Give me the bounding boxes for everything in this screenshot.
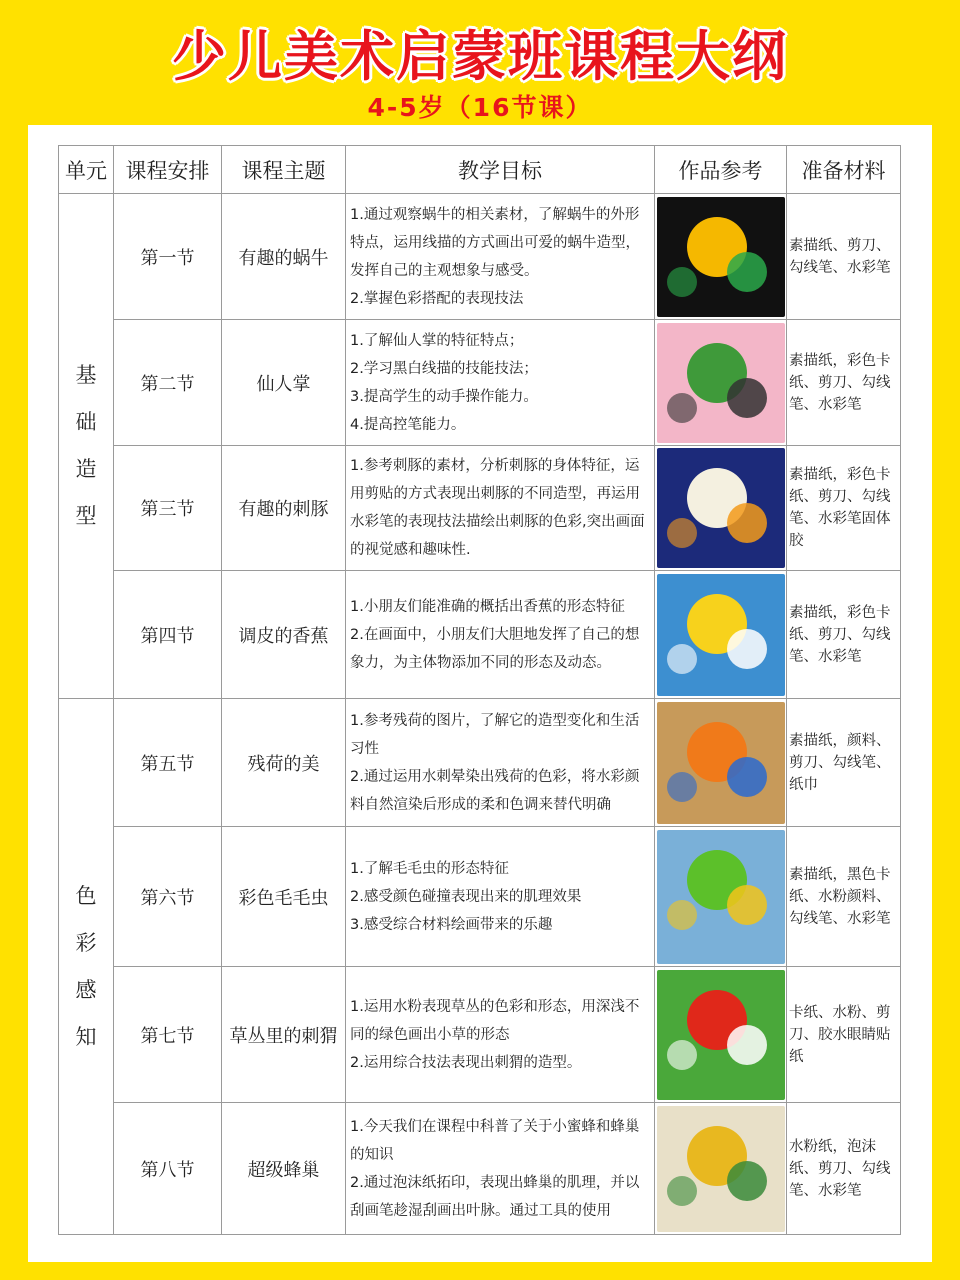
materials-cell: 素描纸，颜料、剪刀、勾线笔、纸巾 [787,699,901,827]
session-cell: 第六节 [114,827,222,967]
unit-cell [59,699,114,1235]
table-row [59,571,901,699]
objective-cell: 1.运用水粉表现草丛的色彩和形态，用深浅不同的绿色画出小草的形态 2.运用综合技法表现出刺猬的造型。 [346,967,655,1103]
artwork-cell [655,1103,787,1235]
objective-cell: 1.参考刺豚的素材，分析刺豚的身体特征，运用剪贴的方式表现出刺豚的不同造型，再运用水彩笔的表现技法描绘出刺豚的色彩,突出画面的视觉感和趣味性. [346,446,655,571]
header-materials: 准备材料 [787,146,901,194]
artwork-image [657,702,785,824]
materials-cell: 素描纸，黑色卡纸、水粉颜料、勾线笔、水彩笔 [787,827,901,967]
topic-cell: 仙人掌 [222,320,346,446]
table-row [59,446,901,571]
session-cell: 第三节 [114,446,222,571]
artwork-cell [655,967,787,1103]
poster-title: 少儿美术启蒙班课程大纲 [172,25,788,88]
session-cell: 第八节 [114,1103,222,1235]
topic-cell: 有趣的刺豚 [222,446,346,571]
objective-cell: 1.小朋友们能准确的概括出香蕉的形态特征 2.在画面中，小朋友们大胆地发挥了自己的想象力，为主体物添加不同的形态及动态。 [346,571,655,699]
materials-cell: 卡纸、水粉、剪刀、胶水眼睛贴纸 [787,967,901,1103]
table-row [59,827,901,967]
objective-cell: 1.了解毛毛虫的形态特征 2.感受颜色碰撞表现出来的肌理效果 3.感受综合材料绘画带来的乐趣 [346,827,655,967]
unit-label: 色彩感知 [75,883,97,1049]
materials-cell: 水粉纸，泡沫纸、剪刀、勾线笔、水彩笔 [787,1103,901,1235]
table-header-row [59,146,901,194]
table-row [59,320,901,446]
materials-cell: 素描纸，彩色卡纸、剪刀、勾线笔、水彩笔固体胶 [787,446,901,571]
artwork-image [657,197,785,317]
header-session: 课程安排 [114,146,222,194]
unit-label: 基础造型 [75,363,97,528]
topic-cell: 草丛里的刺猬 [222,967,346,1103]
topic-cell: 残荷的美 [222,699,346,827]
materials-cell: 素描纸、剪刀、勾线笔、水彩笔 [787,194,901,320]
artwork-cell [655,827,787,967]
topic-cell: 超级蜂巢 [222,1103,346,1235]
session-cell: 第二节 [114,320,222,446]
artwork-cell [655,446,787,571]
poster-subtitle: 4-5岁（16节课） [367,93,593,122]
topic-cell: 有趣的蜗牛 [222,194,346,320]
materials-cell: 素描纸，彩色卡纸、剪刀、勾线笔、水彩笔 [787,320,901,446]
artwork-image [657,1106,785,1232]
header-unit: 单元 [59,146,114,194]
artwork-image [657,574,785,696]
topic-cell: 彩色毛毛虫 [222,827,346,967]
artwork-cell [655,320,787,446]
objective-cell: 1.今天我们在课程中科普了关于小蜜蜂和蜂巢的知识 2.通过泡沫纸拓印，表现出蜂巢的肌理，并以刮画笔趁湿刮画出叶脉。通过工具的使用 [346,1103,655,1235]
session-cell: 第一节 [114,194,222,320]
artwork-cell [655,571,787,699]
table-row [59,967,901,1103]
curriculum-table [58,145,901,1235]
artwork-cell [655,699,787,827]
header-objective: 教学目标 [346,146,655,194]
objective-cell: 1.了解仙人掌的特征特点； 2.学习黑白线描的技能技法； 3.提高学生的动手操作能力。 4.提高控笔能力。 [346,320,655,446]
artwork-image [657,830,785,964]
table-row [59,194,901,320]
header-artwork: 作品参考 [655,146,787,194]
session-cell: 第七节 [114,967,222,1103]
session-cell: 第四节 [114,571,222,699]
artwork-cell [655,194,787,320]
artwork-image [657,323,785,443]
header-topic: 课程主题 [222,146,346,194]
objective-cell: 1.通过观察蜗牛的相关素材，了解蜗牛的外形特点，运用线描的方式画出可爱的蜗牛造型，发挥自己的主观想象与感受。 2.掌握色彩搭配的表现技法 [346,194,655,320]
session-cell: 第五节 [114,699,222,827]
materials-cell: 素描纸，彩色卡纸、剪刀、勾线笔、水彩笔 [787,571,901,699]
artwork-image [657,970,785,1100]
table-row [59,699,901,827]
table-row [59,1103,901,1235]
objective-cell: 1.参考残荷的图片，了解它的造型变化和生活习性 2.通过运用水刺晕染出残荷的色彩，将水彩颜料自然渲染后形成的柔和色调来替代明确 [346,699,655,827]
artwork-image [657,448,785,568]
unit-cell [59,194,114,699]
topic-cell: 调皮的香蕉 [222,571,346,699]
